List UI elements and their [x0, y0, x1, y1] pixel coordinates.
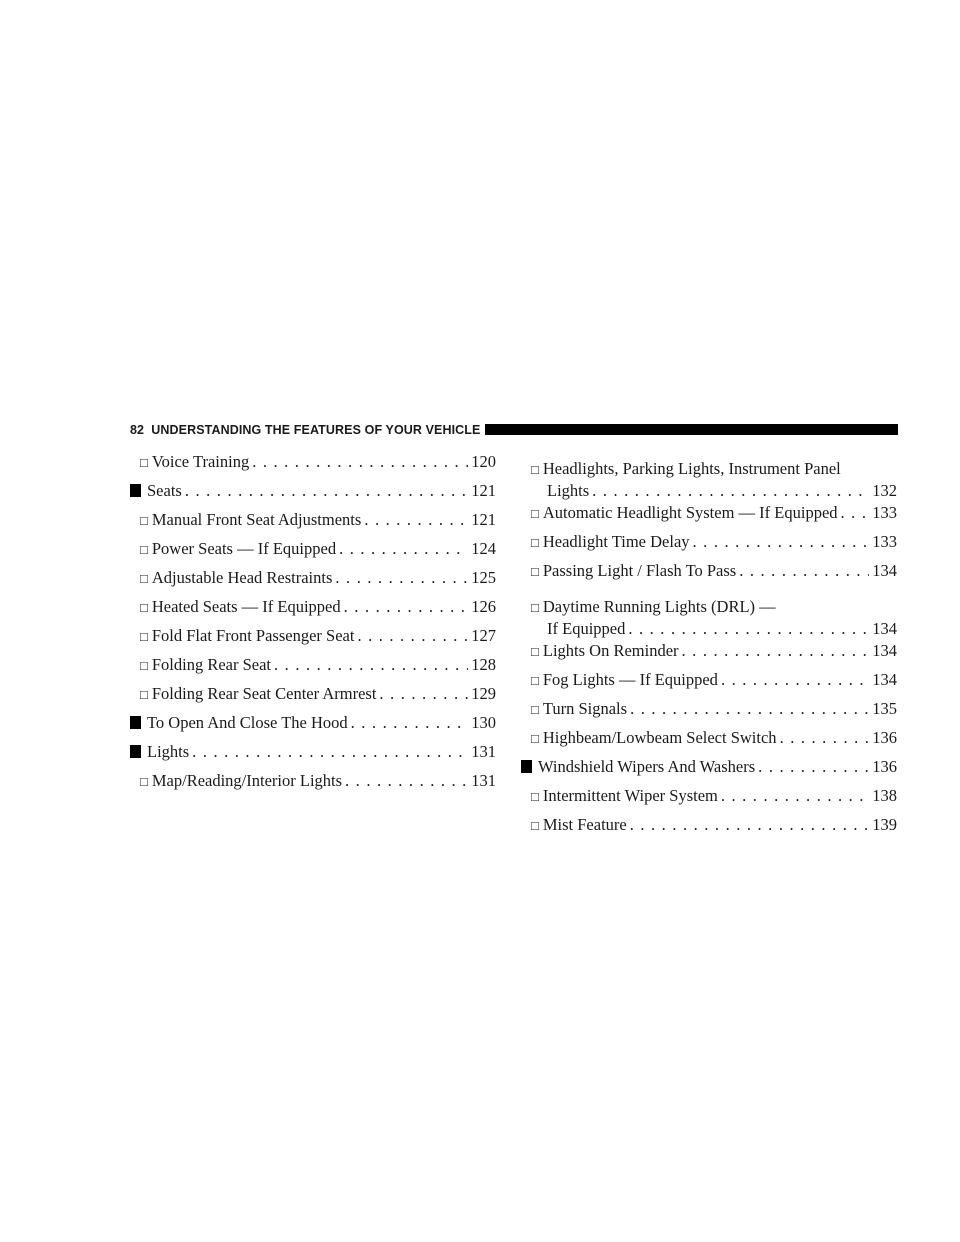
toc-page-number: 131	[471, 771, 496, 790]
toc-entry-label: Heated Seats — If Equipped	[151, 597, 341, 616]
toc-entry-label-cont: If Equipped	[547, 619, 626, 638]
toc-entry-lead	[140, 538, 336, 561]
toc-entry[interactable]	[130, 567, 496, 596]
dot-leader	[758, 756, 869, 778]
hollow-square-icon: □	[531, 702, 539, 717]
toc-entry-label: Daytime Running Lights (DRL) —	[542, 597, 776, 616]
hollow-square-icon: □	[140, 629, 148, 644]
toc-page-number: 134	[872, 670, 897, 689]
toc-entry[interactable]	[130, 770, 496, 799]
page-header	[130, 421, 898, 439]
toc-entry-lead	[531, 531, 690, 554]
toc-entry-line2	[531, 480, 897, 502]
toc-entry-lead	[140, 509, 361, 532]
hollow-square-icon: □	[531, 644, 539, 659]
toc-entry-label: Automatic Headlight System — If Equipped	[542, 503, 838, 522]
section-title: UNDERSTANDING THE FEATURES OF YOUR VEHICLE	[151, 423, 481, 437]
toc-entry-lead	[140, 625, 354, 648]
dot-leader	[721, 785, 869, 807]
toc-page-number: 133	[872, 503, 897, 522]
dot-leader	[841, 502, 870, 524]
toc-entry[interactable]	[130, 509, 496, 538]
dot-leader	[739, 560, 869, 582]
toc-entry-label: Power Seats — If Equipped	[151, 539, 337, 558]
toc-page-number: 124	[471, 539, 496, 558]
toc-page-number: 128	[471, 655, 496, 674]
toc-entry[interactable]	[130, 712, 496, 741]
toc-entry-lead	[531, 814, 627, 837]
hollow-square-icon: □	[140, 687, 148, 702]
dot-leader	[345, 770, 468, 792]
dot-leader	[592, 480, 869, 502]
toc-entry-lead	[130, 741, 189, 763]
dot-leader	[185, 480, 468, 502]
toc-entry[interactable]	[130, 683, 496, 712]
dot-leader	[339, 538, 468, 560]
toc-entry-label: Fold Flat Front Passenger Seat	[151, 626, 355, 645]
toc-entry-lead	[140, 567, 332, 590]
toc-page-number: 135	[872, 699, 897, 718]
hollow-square-icon: □	[531, 462, 539, 477]
toc-entry[interactable]	[521, 531, 897, 560]
toc-entry[interactable]	[130, 480, 496, 509]
toc-entry[interactable]	[130, 451, 496, 480]
toc-entry-label: Mist Feature	[542, 815, 627, 834]
toc-page-number: 127	[471, 626, 496, 645]
dot-leader	[693, 531, 870, 553]
hollow-square-icon: □	[140, 658, 148, 673]
toc-page-number: 138	[872, 786, 897, 805]
toc-page-number: 139	[872, 815, 897, 834]
hollow-square-icon: □	[531, 731, 539, 746]
toc-entry-lead	[531, 698, 627, 721]
toc-right-column	[521, 451, 897, 843]
toc-page-number: 136	[872, 728, 897, 747]
toc-entry[interactable]	[521, 640, 897, 669]
toc-page-number: 136	[872, 757, 897, 776]
toc-entry[interactable]	[521, 589, 897, 640]
toc-page-number: 134	[872, 561, 897, 580]
hollow-square-icon: □	[531, 564, 539, 579]
toc-entry-label: Lights	[147, 742, 190, 761]
toc-entry[interactable]	[521, 785, 897, 814]
toc-page-number: 120	[471, 452, 496, 471]
toc-entry-line1	[531, 458, 897, 480]
toc-entry[interactable]	[521, 669, 897, 698]
hollow-square-icon: □	[140, 455, 148, 470]
toc-entry-label: Manual Front Seat Adjustments	[151, 510, 362, 529]
toc-page-number: 130	[471, 713, 496, 732]
page-number: 82	[130, 423, 145, 437]
toc-entry-line2	[531, 618, 897, 640]
toc-entry[interactable]	[130, 625, 496, 654]
toc-entry-lead	[130, 712, 348, 734]
toc-entry[interactable]	[130, 596, 496, 625]
toc-entry-label: Fog Lights — If Equipped	[542, 670, 718, 689]
dot-leader	[364, 509, 468, 531]
toc-left-column	[130, 451, 496, 799]
toc-page-number: 125	[471, 568, 496, 587]
toc-entry-label: Folding Rear Seat	[151, 655, 272, 674]
filled-square-icon	[130, 745, 141, 758]
toc-entry-lead	[140, 683, 376, 706]
dot-leader	[780, 727, 870, 749]
toc-entry-label-cont: Lights	[547, 481, 590, 500]
toc-entry-lead	[140, 770, 342, 793]
dot-leader	[628, 618, 869, 640]
toc-entry-label: Lights On Reminder	[542, 641, 679, 660]
toc-entry[interactable]	[130, 654, 496, 683]
toc-entry-body	[531, 596, 897, 640]
hollow-square-icon: □	[531, 673, 539, 688]
hollow-square-icon: □	[140, 571, 148, 586]
toc-page-number: 121	[471, 510, 496, 529]
filled-square-icon	[521, 760, 532, 773]
toc-entry-label: Map/Reading/Interior Lights	[151, 771, 343, 790]
toc-page-number: 121	[471, 481, 496, 500]
toc-entry-label: Folding Rear Seat Center Armrest	[151, 684, 377, 703]
hollow-square-icon: □	[140, 542, 148, 557]
toc-entry[interactable]	[130, 741, 496, 770]
toc-entry-lead	[140, 654, 271, 677]
header-rule-bar	[485, 424, 898, 435]
toc-page-number: 126	[471, 597, 496, 616]
hollow-square-icon: □	[531, 789, 539, 804]
toc-entry[interactable]	[521, 451, 897, 502]
dot-leader	[630, 698, 869, 720]
toc-entry[interactable]	[130, 538, 496, 567]
dot-leader	[351, 712, 469, 734]
dot-leader	[721, 669, 869, 691]
dot-leader	[357, 625, 468, 647]
toc-entry-lead	[531, 727, 777, 750]
toc-entry-label: Intermittent Wiper System	[542, 786, 718, 805]
toc-entry-body	[531, 458, 897, 502]
toc-entry[interactable]	[521, 727, 897, 756]
toc-page-number: 132	[872, 481, 897, 500]
toc-entry-label: To Open And Close The Hood	[147, 713, 348, 732]
hollow-square-icon: □	[531, 818, 539, 833]
hollow-square-icon: □	[140, 600, 148, 615]
toc-entry-lead	[531, 640, 679, 663]
toc-entry-label: Seats	[147, 481, 182, 500]
filled-square-icon	[130, 716, 141, 729]
toc-entry-lead	[130, 480, 182, 502]
toc-entry-label: Headlight Time Delay	[542, 532, 690, 551]
toc-entry-lead	[521, 756, 755, 778]
toc-entry-label: Windshield Wipers And Washers	[538, 757, 756, 776]
toc-entry-label: Voice Training	[151, 452, 250, 471]
toc-page-number: 129	[471, 684, 496, 703]
toc-page-number: 134	[872, 641, 897, 660]
hollow-square-icon: □	[531, 506, 539, 521]
toc-page-number: 133	[872, 532, 897, 551]
toc-entry-lead	[531, 669, 718, 692]
toc-entry-lead	[531, 502, 838, 525]
toc-page-number: 134	[872, 619, 897, 638]
toc-entry[interactable]	[521, 814, 897, 843]
hollow-square-icon: □	[531, 600, 539, 615]
header-text	[130, 421, 480, 439]
toc-entry-line1	[531, 596, 897, 618]
dot-leader	[630, 814, 870, 836]
toc-entry[interactable]	[521, 698, 897, 727]
toc-entry-lead	[140, 596, 341, 619]
toc-entry-label: Headlights, Parking Lights, Instrument Panel	[542, 459, 841, 478]
toc-entry-label: Passing Light / Flash To Pass	[542, 561, 737, 580]
hollow-square-icon: □	[140, 513, 148, 528]
toc-entry-lead	[140, 451, 249, 474]
toc-entry-lead	[531, 560, 736, 583]
dot-leader	[335, 567, 468, 589]
toc-page-number: 131	[471, 742, 496, 761]
hollow-square-icon: □	[140, 774, 148, 789]
toc-entry-lead	[531, 785, 718, 808]
dot-leader	[682, 640, 870, 662]
dot-leader	[274, 654, 468, 676]
dot-leader	[379, 683, 468, 705]
dot-leader	[252, 451, 468, 473]
toc-entry[interactable]	[521, 756, 897, 785]
hollow-square-icon: □	[531, 535, 539, 550]
dot-leader	[344, 596, 469, 618]
dot-leader	[192, 741, 468, 763]
toc-entry-label: Turn Signals	[542, 699, 628, 718]
toc-entry[interactable]	[521, 502, 897, 531]
filled-square-icon	[130, 484, 141, 497]
toc-entry-label: Highbeam/Lowbeam Select Switch	[542, 728, 777, 747]
toc-entry[interactable]	[521, 560, 897, 589]
toc-entry-label: Adjustable Head Restraints	[151, 568, 333, 587]
